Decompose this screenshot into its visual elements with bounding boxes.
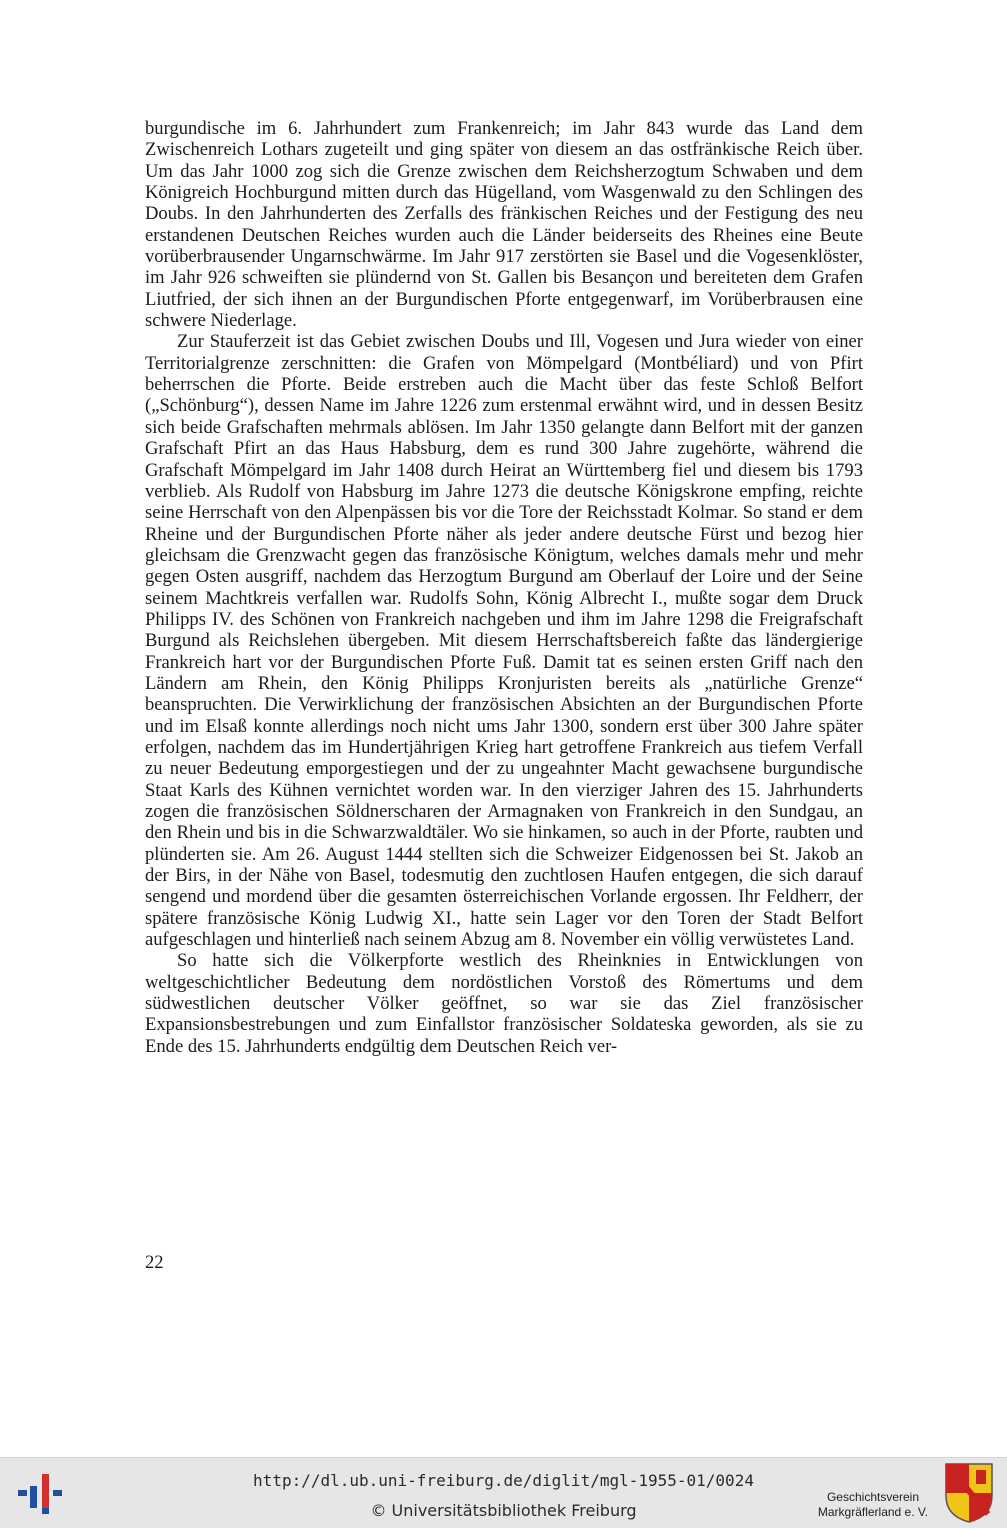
paragraph-2: Zur Stauferzeit ist das Gebiet zwischen Doubs und Ill, Vogesen und Jura wieder von einer Territorialgrenze zerschnitten: die Grafen von Mömpelgard (Montbéliard) und von Pfirt beherrschen die Pforte. Beide erstreben auch die Macht über das feste Schloß Belfort („Schönburg“), dessen Name im Jahre 1226 zum erstenmal erwähnt wird, und in dessen Besitz sich beide Grafschaften mehrmals ablösen. Im Jahr 1350 gelangte dann Belfort mit der ganzen Grafschaft Pfirt an das Haus Habsburg, dem es rund 300 Jahre zugehörte, während die Grafschaft Mömpelgard im Jahr 1408 durch Heirat an Württemberg fiel und diesem bis 1793 verblieb. Als Rudolf von Habsburg im Jahre 1273 die deutsche Königskrone empfing, reichte seine Herrschaft von den Alpenpässen bis vor die Tore der Reichsstadt Kolmar. So stand er dem Rheine und der Burgundischen Pforte näher als jeder andere deutsche Fürst und bezog hier gleichsam die Grenzwacht gegen das französische Königtum, welches damals mehr und mehr gegen Osten ausgriff, nachdem das Herzogtum Burgund am Oberlauf der Loire und der Seine seinem Machtkreis verfallen war. Rudolfs Sohn, König Albrecht I., mußte sogar dem Druck Philipps IV. des Schönen von Frankreich nachgeben und ihm im Jahre 1298 die Freigrafschaft Burgund als Reichslehen übergeben. Mit diesem Herrschaftsbereich faßte das ländergierige Frankreich hart vor der Burgundischen Pforte Fuß. Damit tat es seinen ersten Griff nach den Ländern am Rhein, den König Philipps Kronjuristen bereits als „natürliche Grenze“ beanspruchten. Die Verwirklichung der französischen Absichten an der Burgundischen Pforte und im Elsaß konnte allerdings noch nicht ums Jahr 1300, sondern erst über 300 Jahre später erfolgen, nachdem das im Hundertjährigen Krieg hart getroffene Frankreich aus tiefem Verfall zu neuer Bedeutung emporgestiegen und der zu ungeahnter Macht gewachsene burgundische Staat Karls des Kühnen vernichtet worden war. In den vierziger Jahren des 15. Jahrhunderts zogen die französischen Söldnerscharen der Armagnaken von Frankreich in den Sundgau, an den Rhein und bis in die Schwarzwaldtäler. Wo sie hinkamen, so auch in der Pforte, raubten und plünderten sie. Am 26. August 1444 stellten sich die Schweizer Eidgenossen bei St. Jakob an der Birs, in der Nähe von Basel, todesmutig den zuchtlosen Haufen entgegen, die sich darauf sengend und mordend über die gesamten österreichischen Vorlande ergossen. Ihr Feldherr, der spätere französische König Ludwig XI., hatte sein Lager vor den Toren der Stadt Belfort aufgeschlagen und hinterließ nach seinem Abzug am 8. November ein völlig verwüstetes Land. [145, 331, 863, 951]
body-text [145, 118, 863, 1057]
society-name-line-2: Markgräflerland e. V. [817, 1505, 929, 1519]
source-url-link[interactable]: http://dl.ub.uni-freiburg.de/diglit/mgl-1955-01/0024 [253, 1471, 754, 1490]
paragraph-3: So hatte sich die Völkerpforte westlich des Rheinknies in Entwicklungen von weltgeschichtlicher Bedeutung dem nordöstlichen Vorstoß des Römertums und dem südwestlichen deutscher Völker geöffnet, so war sie das Ziel französischer Expansionsbestrebungen und zum Einfallstor französischer Soldateska geworden, als sie zu Ende des 15. Jahrhunderts endgültig dem Deutschen Reich ver- [145, 950, 863, 1057]
page-number: 22 [145, 1252, 164, 1273]
society-name [808, 1490, 938, 1520]
society-name-line-1: Geschichtsverein [826, 1490, 920, 1504]
footer-bar [0, 1457, 1007, 1528]
copyright-text: © Universitätsbibliothek Freiburg [370, 1501, 637, 1520]
paragraph-1: burgundische im 6. Jahrhundert zum Frankenreich; im Jahr 843 wurde das Land dem Zwischenreich Lothars zugeteilt und ging später von diesem an das ostfränkische Reich über. Um das Jahr 1000 zog sich die Grenze zwischen dem Reichsherzogtum Schwaben und dem Königreich Hochburgund mitten durch das Hügelland, vom Wasgenwald zu den Schlingen des Doubs. In den Jahrhunderten des Zerfalls des fränkischen Reiches und der Festigung des neu erstandenen Deutschen Reiches wurden auch die Länder beiderseits des Rheines eine Beute vorüberbrausender Ungarnschwärme. Im Jahr 917 zerstörten sie Basel und die Vogesenklöster, im Jahr 926 schweiften sie plündernd von St. Gallen bis Besançon und bereiteten dem Grafen Liutfried, der sich ihnen an der Burgundischen Pforte entgegenwarf, im Vorüberbrausen eine schwere Niederlage. [145, 118, 863, 332]
coat-of-arms-icon [944, 1462, 994, 1524]
